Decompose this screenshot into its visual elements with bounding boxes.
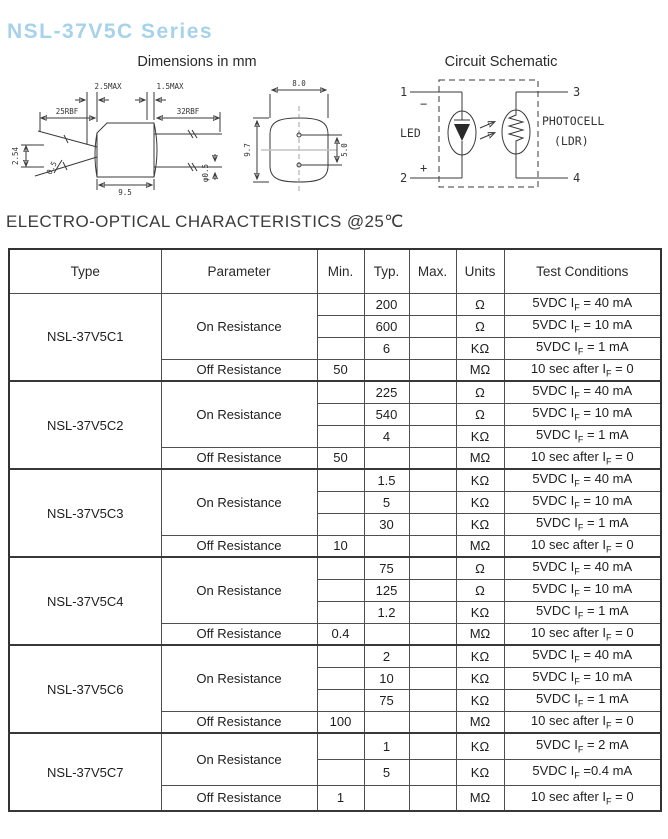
typ-cell: 200 (364, 293, 409, 315)
test-conditions-cell: 10 sec after $I_F = 0$ (504, 623, 661, 645)
max-cell (409, 447, 456, 469)
max-cell (409, 491, 456, 513)
units-cell: Ω (456, 403, 504, 425)
photocell-label: PHOTOCELL (542, 114, 605, 128)
side-view-drawing (4, 76, 249, 208)
table-row (9, 733, 661, 759)
min-cell (317, 513, 364, 535)
max-cell (409, 535, 456, 557)
min-cell: 100 (317, 711, 364, 733)
min-cell: 10 (317, 535, 364, 557)
typ-cell (364, 447, 409, 469)
units-cell: KΩ (456, 337, 504, 359)
units-cell: Ω (456, 557, 504, 579)
typ-cell (364, 785, 409, 811)
type-cell: NSL-37V5C6 (9, 645, 161, 733)
min-cell (317, 645, 364, 667)
units-cell: MΩ (456, 447, 504, 469)
pin4-label: 4 (573, 171, 581, 185)
units-cell: Ω (456, 579, 504, 601)
units-cell: Ω (456, 293, 504, 315)
type-cell: NSL-37V5C1 (9, 293, 161, 381)
min-cell (317, 759, 364, 785)
max-cell (409, 557, 456, 579)
max-cell (409, 513, 456, 535)
test-conditions-cell: 5VDC $I_F = 1$ mA (504, 425, 661, 447)
test-conditions-cell: 10 sec after $I_F = 0$ (504, 785, 661, 811)
min-cell (317, 689, 364, 711)
cathode-polarity-label: − (420, 97, 428, 111)
test-conditions-cell: 5VDC $I_F = 40$ mA (504, 557, 661, 579)
max-cell (409, 667, 456, 689)
parameter-cell: Off Resistance (161, 447, 317, 469)
test-conditions-cell: 5VDC $I_F = 40$ mA (504, 469, 661, 491)
test-conditions-cell: 5VDC $I_F = 1$ mA (504, 513, 661, 535)
typ-cell: 5 (364, 491, 409, 513)
dim-label-top-left: 2.5MAX (94, 82, 122, 91)
min-cell (317, 403, 364, 425)
typ-cell: 600 (364, 315, 409, 337)
header-test-conditions: Test Conditions (504, 249, 661, 293)
pin1-label: 1 (400, 85, 408, 99)
min-cell (317, 425, 364, 447)
parameter-cell: On Resistance (161, 733, 317, 785)
test-conditions-cell: 10 sec after $I_F = 0$ (504, 535, 661, 557)
test-conditions-cell: 5VDC $I_F = 1$ mA (504, 337, 661, 359)
test-conditions-cell: 5VDC $I_F = 10$ mA (504, 579, 661, 601)
typ-cell: 75 (364, 557, 409, 579)
min-cell (317, 469, 364, 491)
max-cell (409, 645, 456, 667)
led-label: LED (400, 126, 421, 140)
typ-cell: 10 (364, 667, 409, 689)
table-row (9, 645, 661, 667)
units-cell: KΩ (456, 425, 504, 447)
parameter-cell: Off Resistance (161, 623, 317, 645)
circuit-schematic-drawing (398, 72, 666, 207)
parameter-cell: Off Resistance (161, 785, 317, 811)
units-cell: MΩ (456, 623, 504, 645)
header-typ: Typ. (364, 249, 409, 293)
units-cell: MΩ (456, 359, 504, 381)
units-cell: MΩ (456, 711, 504, 733)
typ-cell: 125 (364, 579, 409, 601)
dim-label-top-right: 1.5MAX (156, 82, 184, 91)
table-row (9, 469, 661, 491)
units-cell: KΩ (456, 513, 504, 535)
typ-cell: 30 (364, 513, 409, 535)
max-cell (409, 359, 456, 381)
max-cell (409, 689, 456, 711)
char-table-body (9, 293, 661, 811)
max-cell (409, 337, 456, 359)
type-cell: NSL-37V5C4 (9, 557, 161, 645)
units-cell: KΩ (456, 601, 504, 623)
typ-cell: 5 (364, 759, 409, 785)
units-cell: KΩ (456, 667, 504, 689)
front-view-drawing (243, 76, 358, 208)
max-cell (409, 293, 456, 315)
pin3-label: 3 (573, 85, 581, 99)
min-cell (317, 337, 364, 359)
dim-label-lead-dia-right: φ0.5 (201, 163, 210, 183)
test-conditions-cell: 5VDC $I_F = 40$ mA (504, 645, 661, 667)
units-cell: KΩ (456, 645, 504, 667)
parameter-cell: On Resistance (161, 381, 317, 447)
min-cell: 50 (317, 359, 364, 381)
test-conditions-cell: 5VDC $I_F = 10$ mA (504, 667, 661, 689)
units-cell: MΩ (456, 785, 504, 811)
dim-label-front-height: 9.7 (243, 143, 252, 157)
typ-cell: 1.2 (364, 601, 409, 623)
type-cell: NSL-37V5C3 (9, 469, 161, 557)
min-cell (317, 667, 364, 689)
typ-cell: 1 (364, 733, 409, 759)
max-cell (409, 785, 456, 811)
typ-cell: 4 (364, 425, 409, 447)
min-cell (317, 315, 364, 337)
test-conditions-cell: 5VDC $I_F = 10$ mA (504, 403, 661, 425)
dim-label-front-width: 8.0 (292, 79, 306, 88)
max-cell (409, 623, 456, 645)
header-max: Max. (409, 249, 456, 293)
parameter-cell: On Resistance (161, 469, 317, 535)
page-title: NSL-37V5C Series (7, 20, 214, 43)
units-cell: KΩ (456, 689, 504, 711)
parameter-cell: On Resistance (161, 645, 317, 711)
component-body (97, 123, 154, 177)
test-conditions-cell: 10 sec after $I_F = 0$ (504, 359, 661, 381)
header-type: Type (9, 249, 161, 293)
max-cell (409, 759, 456, 785)
max-cell (409, 579, 456, 601)
units-cell: MΩ (456, 535, 504, 557)
anode-polarity-label: + (420, 161, 428, 175)
units-cell: KΩ (456, 491, 504, 513)
typ-cell: 540 (364, 403, 409, 425)
min-cell (317, 579, 364, 601)
max-cell (409, 381, 456, 403)
dim-label-lead-right: 32RBF (176, 107, 200, 116)
units-cell: KΩ (456, 759, 504, 785)
parameter-cell: Off Resistance (161, 711, 317, 733)
test-conditions-cell: 5VDC $I_F = 1$ mA (504, 601, 661, 623)
max-cell (409, 733, 456, 759)
dim-label-pin-spacing: 5.0 (340, 143, 349, 157)
section-heading: ELECTRO-OPTICAL CHARACTERISTICS @25℃ (6, 212, 404, 231)
min-cell: 50 (317, 447, 364, 469)
units-cell: KΩ (456, 733, 504, 759)
units-cell: Ω (456, 381, 504, 403)
test-conditions-cell: 5VDC $I_F =0.4$ mA (504, 759, 661, 785)
min-cell (317, 491, 364, 513)
pin2-label: 2 (400, 171, 408, 185)
max-cell (409, 601, 456, 623)
min-cell (317, 733, 364, 759)
parameter-cell: Off Resistance (161, 359, 317, 381)
dim-label-pitch: 2.54 (11, 146, 20, 166)
test-conditions-cell: 5VDC $I_F = 10$ mA (504, 315, 661, 337)
min-cell: 1 (317, 785, 364, 811)
type-cell: NSL-37V5C7 (9, 733, 161, 811)
units-cell: KΩ (456, 469, 504, 491)
table-row (9, 381, 661, 403)
typ-cell: 75 (364, 689, 409, 711)
typ-cell (364, 623, 409, 645)
test-conditions-cell: 5VDC $I_F = 2$ mA (504, 733, 661, 759)
typ-cell: 225 (364, 381, 409, 403)
parameter-cell: On Resistance (161, 557, 317, 623)
ldr-label: (LDR) (554, 134, 589, 148)
table-header-row (9, 249, 661, 293)
test-conditions-cell: 5VDC $I_F = 40$ mA (504, 381, 661, 403)
typ-cell: 1.5 (364, 469, 409, 491)
type-cell: NSL-37V5C2 (9, 381, 161, 469)
header-units: Units (456, 249, 504, 293)
test-conditions-cell: 5VDC $I_F = 1$ mA (504, 689, 661, 711)
table-row (9, 557, 661, 579)
typ-cell (364, 711, 409, 733)
parameter-cell: On Resistance (161, 293, 317, 359)
min-cell (317, 557, 364, 579)
max-cell (409, 469, 456, 491)
typ-cell (364, 359, 409, 381)
table-row (9, 293, 661, 315)
min-cell (317, 381, 364, 403)
units-cell: Ω (456, 315, 504, 337)
max-cell (409, 711, 456, 733)
test-conditions-cell: 10 sec after $I_F = 0$ (504, 447, 661, 469)
typ-cell: 2 (364, 645, 409, 667)
min-cell (317, 293, 364, 315)
min-cell (317, 601, 364, 623)
header-min: Min. (317, 249, 364, 293)
typ-cell: 6 (364, 337, 409, 359)
max-cell (409, 403, 456, 425)
characteristics-table (8, 248, 662, 812)
dimensions-caption: Dimensions in mm (137, 54, 257, 70)
schematic-caption: Circuit Schematic (444, 54, 558, 70)
dim-label-lead-dia-left: 0.5 (44, 159, 59, 176)
max-cell (409, 315, 456, 337)
max-cell (409, 425, 456, 447)
package-outline (439, 80, 538, 187)
header-parameter: Parameter (161, 249, 317, 293)
dim-label-lead-left: 25RBF (55, 107, 79, 116)
test-conditions-cell: 5VDC $I_F = 40$ mA (504, 293, 661, 315)
test-conditions-cell: 5VDC $I_F = 10$ mA (504, 491, 661, 513)
dim-label-body-length: 9.5 (118, 188, 132, 197)
typ-cell (364, 535, 409, 557)
parameter-cell: Off Resistance (161, 535, 317, 557)
test-conditions-cell: 10 sec after $I_F = 0$ (504, 711, 661, 733)
min-cell: 0.4 (317, 623, 364, 645)
